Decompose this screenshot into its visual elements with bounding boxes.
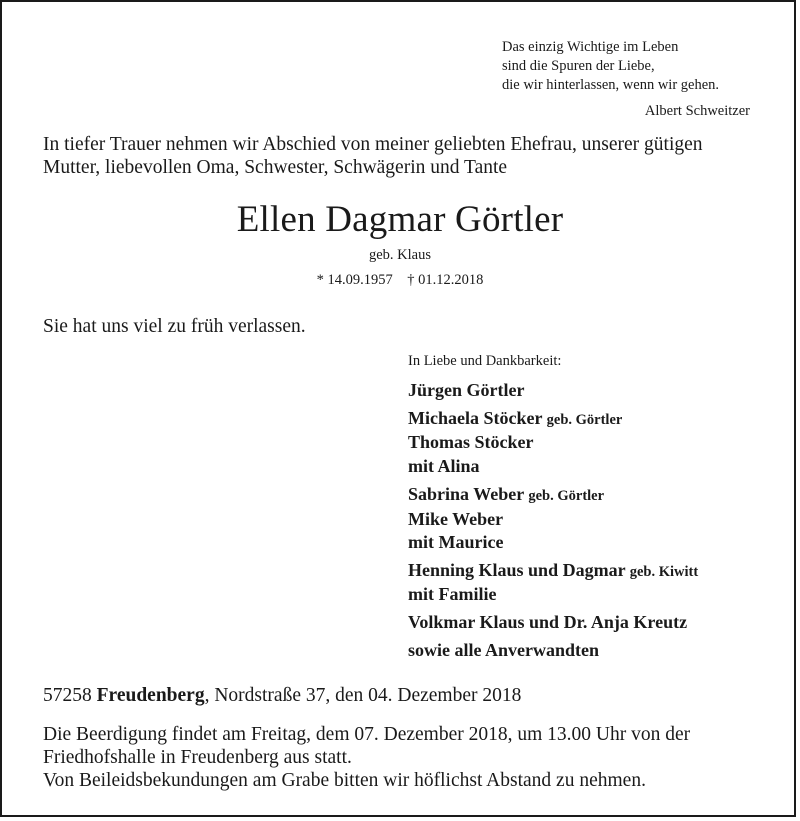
funeral-line: Friedhofshalle in Freudenberg aus statt. [43, 747, 352, 768]
funeral-line: Von Beileidsbekundungen am Grabe bitten wir höflichst Abstand zu nehmen. [43, 770, 646, 791]
mourner-birth-name: geb. Görtler [528, 488, 605, 504]
mourner-line [408, 456, 480, 477]
remark: Sie hat uns viel zu früh verlassen. [43, 316, 306, 337]
quote [502, 38, 719, 95]
intro-text [43, 133, 703, 179]
life-dates: * 14.09.1957 † 01.12.2018 [316, 272, 484, 288]
mourner-name: Mike Weber [408, 509, 504, 529]
quote-line: Das einzig Wichtige im Leben [502, 39, 679, 55]
quote-line: sind die Spuren der Liebe, [502, 58, 655, 74]
city: Freudenberg [96, 685, 205, 706]
mourner-name: sowie alle Anverwandten [408, 640, 599, 660]
mourner-line [408, 640, 599, 661]
quote-author: Albert Schweitzer [644, 103, 750, 119]
mourner-name: mit Alina [408, 456, 480, 476]
intro-line: In tiefer Trauer nehmen wir Abschied von meiner geliebten Ehefrau, unserer gütigen [43, 134, 703, 155]
deceased-name: Ellen Dagmar Görtler [236, 199, 564, 240]
zip-code: 57258 [43, 685, 92, 706]
address-date: , Nordstraße 37, den 04. Dezember 2018 [204, 685, 522, 706]
mourner-line [408, 532, 503, 553]
mourner-birth-name: geb. Kiwitt [629, 564, 699, 580]
mourner-line [408, 509, 503, 530]
mourner-line [408, 560, 698, 581]
funeral-info [43, 723, 690, 792]
mourner-name: mit Maurice [408, 532, 504, 552]
mourner-name: Henning Klaus und Dagmar [408, 560, 626, 580]
mourner-line [408, 484, 604, 505]
mourners-heading: In Liebe und Dankbarkeit: [408, 353, 562, 369]
mourner-line [408, 380, 524, 401]
birth-name: geb. Klaus [368, 247, 431, 263]
intro-line: Mutter, liebevollen Oma, Schwester, Schwägerin und Tante [43, 157, 508, 178]
mourner-line [408, 612, 687, 633]
mourner-name: Jürgen Görtler [408, 380, 525, 400]
place-date [43, 684, 521, 707]
mourner-name: mit Familie [408, 584, 497, 604]
mourner-name: Volkmar Klaus und Dr. Anja Kreutz [408, 612, 688, 632]
mourner-name: Michaela Stöcker [408, 408, 543, 428]
quote-line: die wir hinterlassen, wenn wir gehen. [502, 77, 720, 93]
mourner-birth-name: geb. Görtler [546, 412, 623, 428]
mourner-line [408, 584, 496, 605]
mourner-name: Sabrina Weber [408, 484, 524, 504]
mourner-line [408, 408, 622, 429]
mourner-line [408, 432, 534, 453]
mourner-name: Thomas Stöcker [408, 432, 534, 452]
funeral-line: Die Beerdigung findet am Freitag, dem 07. Dezember 2018, um 13.00 Uhr von der [43, 724, 691, 745]
